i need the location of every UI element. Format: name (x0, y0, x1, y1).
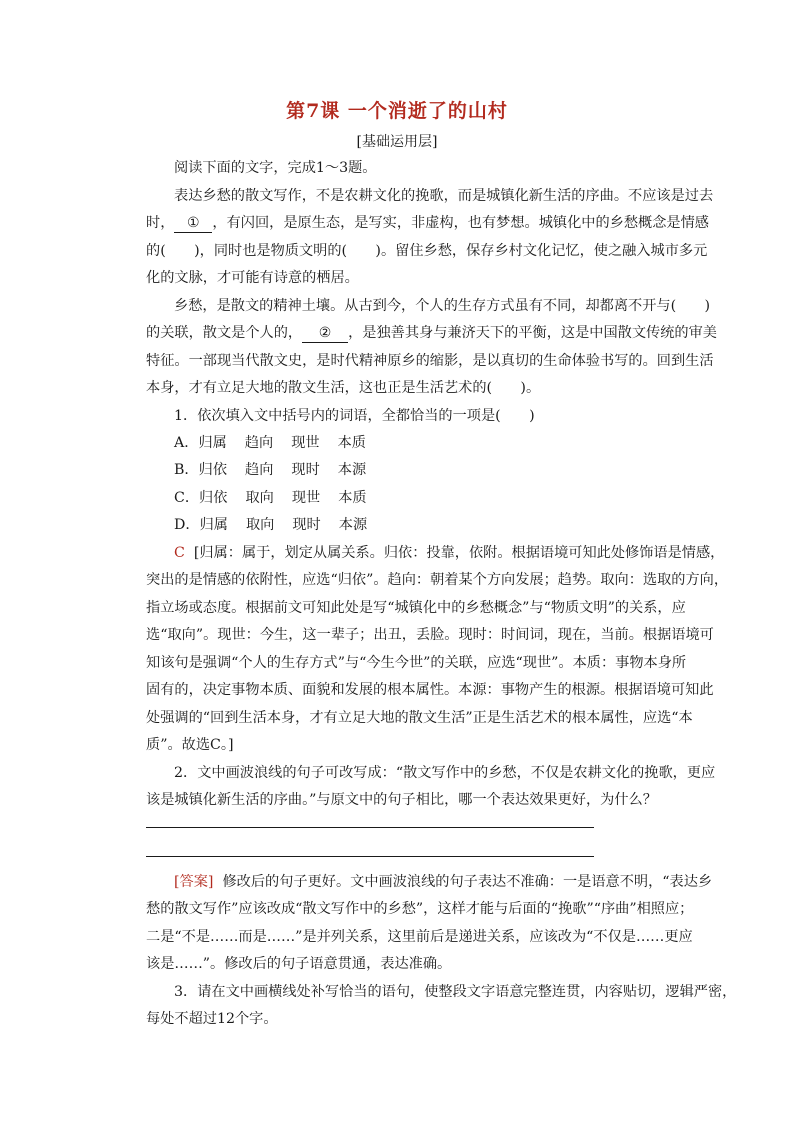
answer-1-line: 知该句是强调“个人的生存方式”与“今生今世”的关联，应选“现世”。本质：事物本身所 (146, 655, 687, 671)
answer-letter: C (174, 545, 185, 561)
answer-line (146, 856, 594, 857)
question-2-cont: 该是城镇化新生活的序曲。”与原文中的句子相比，哪一个表达效果更好，为什么？ (146, 792, 657, 808)
answer-line (146, 827, 594, 828)
option-b: B．归依 趋向 现时 本源 (174, 462, 367, 478)
instruction-text: 阅读下面的文字，完成1～3题。 (174, 160, 377, 176)
passage-line: 时， ① ，有闪回，是原生态，是写实，非虚构，也有梦想。城镇化中的乡愁概念是情感 (146, 215, 709, 231)
option-d: D．归属 取向 现时 本源 (174, 517, 368, 533)
question-3: 3．请在文中画横线处补写恰当的语句，使整段文字语意完整连贯，内容贴切，逻辑严密， (174, 984, 737, 1000)
answer-1-line: 指立场或态度。根据前文可知此处是写“城镇化中的乡愁概念”与“物质文明”的关系，应 (146, 600, 686, 616)
answer-1-line: 处强调的“回到生活本身，才有立足大地的散文生活”正是生活艺术的根本属性，应选“本 (146, 710, 693, 726)
option-c: C．归依 取向 现世 本质 (174, 490, 367, 506)
answer-tag: [答案] (174, 874, 214, 890)
answer-2-line: 该是……”。修改后的句子语意贯通，表达准确。 (146, 956, 452, 972)
answer-1-line: 突出的是情感的依附性，应选“归依”。趋向：朝着某个方向发展；趋势。取向：选取的方向， (146, 572, 729, 588)
passage-line: 本身，才有立足大地的散文生活，这也正是生活艺术的( )。 (146, 380, 541, 396)
passage-line: 表达乡愁的散文写作，不是农耕文化的挽歌，而是城镇化新生活的序曲。不应该是过去 (174, 188, 714, 204)
lesson-title: 第7课 一个消逝了的山村 (286, 100, 508, 122)
answer-2-line: 二是“不是……而是……”是并列关系，这里前后是递进关系，应该改为“不仅是……更应 (146, 929, 693, 945)
answer-1-line: C [归属：属于，划定从属关系。归依：投靠，依附。根据语境可知此处修饰语是情感， (174, 545, 725, 561)
question-3-cont: 每处不超过12个字。 (146, 1011, 278, 1027)
fill-blank-1: ① (174, 214, 212, 233)
passage-line: 特征。一部现当代散文史，是时代精神原乡的缩影，是以真切的生命体验书写的。回到生活 (146, 353, 714, 369)
passage-line: 化的文脉，才可能有诗意的栖居。 (146, 270, 359, 286)
answer-2-line: 愁的散文写作”应该改成“散文写作中的乡愁”，这样才能与后面的“挽歌”“序曲”相照应； (146, 901, 694, 917)
passage-line: 乡愁，是散文的精神土壤。从古到今，个人的生存方式虽有不同，却都离不开与( ) (174, 298, 711, 314)
fill-blank-2: ② (302, 324, 348, 343)
passage-line: 的( )，同时也是物质文明的( )。留住乡愁，保存乡村文化记忆，使之融入城市多元 (146, 243, 708, 259)
answer-1-line: 选“取向”。现世：今生，这一辈子；出丑，丢脸。现时：时间词，现在，当前。根据语境可 (146, 627, 714, 643)
option-a: A．归属 趋向 现世 本质 (174, 435, 366, 451)
answer-2-line: [答案] 修改后的句子更好。文中画波浪线的句子表达不准确：一是语意不明，“表达乡 (174, 874, 713, 890)
answer-1-line: 质”。故选C。] (146, 737, 234, 753)
passage-line: 的关联，散文是个人的， ② ，是独善其身与兼济天下的平衡，这是中国散文传统的审美 (146, 325, 717, 341)
question-2: 2．文中画波浪线的句子可改写成：“散文写作中的乡愁，不仅是农耕文化的挽歌，更应 (174, 765, 716, 781)
answer-1-line: 固有的，决定事物本质、面貌和发展的根本属性。本源：事物产生的根源。根据语境可知此 (146, 682, 714, 698)
section-label: [基础运用层] (356, 134, 438, 150)
question-1: 1．依次填入文中括号内的词语，全都恰当的一项是( ) (174, 408, 535, 424)
